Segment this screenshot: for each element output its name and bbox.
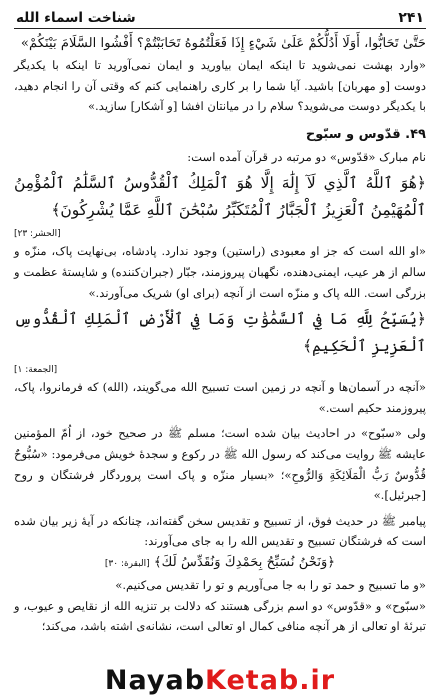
hadith-paragraph-subbuh: ولی «سبّوح» در احادیث بیان شده است؛ مسلم ﷺ در صحیح خود، از اُمّ المؤمنین عایشه ﷺ روایت می‌کند که رسول الله ﷺ در رکوع و سجدهٔ خویش می‌فرمود: «سُبُّوحٌ قُدُّوسٌ رَبُّ الْمَلَائِكَةِ وَالرُّوحِ»؛ «بسیار منزّه و پاک است پروردگار فرشتگان و روح [جبرئیل].» — [14, 426, 426, 503]
watermark-part2: Ketab.ir — [205, 665, 336, 696]
section-heading: ۴۹. قدّوس و سبّوح — [305, 126, 426, 142]
quran-verse-baqara — [14, 552, 426, 575]
hadith-translation: «وارد بهشت نمی‌شوید تا اینکه ایمان بیاورید و ایمان نمی‌آورید تا اینکه با یکدیگر دوست [و مهربان] باشید. آیا شما را بر کاری راهنمایی کنم که وقتی آن را انجام دهید، با یکدیگر دوست می‌شوید؟ سلام را در میانتان افشا [و آشکار] سازید.» — [14, 58, 426, 114]
hadith-arabic: حَتَّىٰ تَحَابُّوا، أَوَلَا أَدُلُّكُمْ عَلَىٰ شَيْءٍ إِذَا فَعَلْتُمُوهُ تَحَابَبْتُمْ؟ أَفْشُوا السَّلَامَ بَيْنَكُمْ» — [20, 36, 426, 51]
verse-reference-hashr: [الحشر: ۲۳] — [14, 229, 61, 240]
verse-reference-baqara: [البقرة: ۳۰] — [104, 558, 150, 569]
quran-verse-jumua: ﴿يُسَبِّحُ لِلَّهِ مَا فِي ٱلسَّمَٰوَٰتِ وَمَا فِي ٱلْأَرْضِ ٱلْمَلِكِ ٱلْقُدُّوسِ ٱلْعَزِيزِ ٱلْحَكِيمِ﴾ — [14, 310, 426, 356]
page-header — [14, 0, 426, 29]
tasbih-explanation: پیامبر ﷺ در حدیث فوق، از تسبیح و تقدیس سخن گفته‌اند، چنانکه در آیهٔ زیر بیان شده است که فرشتگان تسبیح و تقدیس الله را به جای می‌آورند: — [14, 513, 426, 549]
names-explanation: «سبّوح» و «قدّوس» دو اسم بزرگی هستند که دلالت بر تنزیه الله از نقایص و عیوب، و تبرئهٔ او تعالی از هر آنچه منافی کمال او تعالی است، نشانه‌ی اشته باشد، می‌کند؛ — [14, 598, 426, 634]
verse-reference-jumua: [الجمعة: ۱] — [14, 365, 58, 376]
watermark-part1: Nayab — [104, 665, 206, 696]
verse-text-baqara: ﴿وَنَحْنُ نُسَبِّحُ بِحَمْدِكَ وَنُقَدِّسُ لَكَ﴾ — [153, 554, 336, 570]
page-number: ۲۴۱ — [398, 10, 424, 26]
intro-paragraph: نام مبارک «قدّوس» دو مرتبه در قرآن آمده است: — [187, 149, 426, 164]
verse-translation-jumua: «آنچه در آسمان‌ها و آنچه در زمین است تسبیح الله می‌گویند، (الله) که فرمانروا، پاک، پیروزمند حکیم است.» — [14, 380, 426, 415]
page-body — [14, 29, 426, 637]
site-watermark — [0, 665, 440, 696]
verse-translation-hashr: «او الله است که جز او معبودی (راستین) وجود ندارد. پادشاه، بی‌نهایت پاک، منزّه و سالم از هر عیب، ایمنی‌دهنده، نگهبان پیروزمند، جبّار (جبران‌کننده) و شایستهٔ عظمت و بزرگی است. الله پاک و منزّه است از آنچه (برای او) شریک می‌آورند.» — [14, 244, 426, 300]
verse-translation-baqara: «و ما تسبیح و حمد تو را به جا می‌آوریم و تو را تقدیس می‌کنیم.» — [115, 577, 426, 592]
quran-verse-hashr: ﴿هُوَ ٱللَّهُ ٱلَّذِي لَآ إِلَٰهَ إِلَّا هُوَ ٱلْمَلِكُ ٱلْقُدُّوسُ ٱلسَّلَٰمُ ٱلْمُؤْمِنُ ٱلْمُهَيْمِنُ ٱلْعَزِيزُ ٱلْجَبَّارُ ٱلْمُتَكَبِّرُ سُبْحَٰنَ ٱللَّهِ عَمَّا يُشْرِكُونَ﴾ — [14, 174, 426, 220]
running-title: شناخت اسماء الله — [16, 10, 136, 26]
